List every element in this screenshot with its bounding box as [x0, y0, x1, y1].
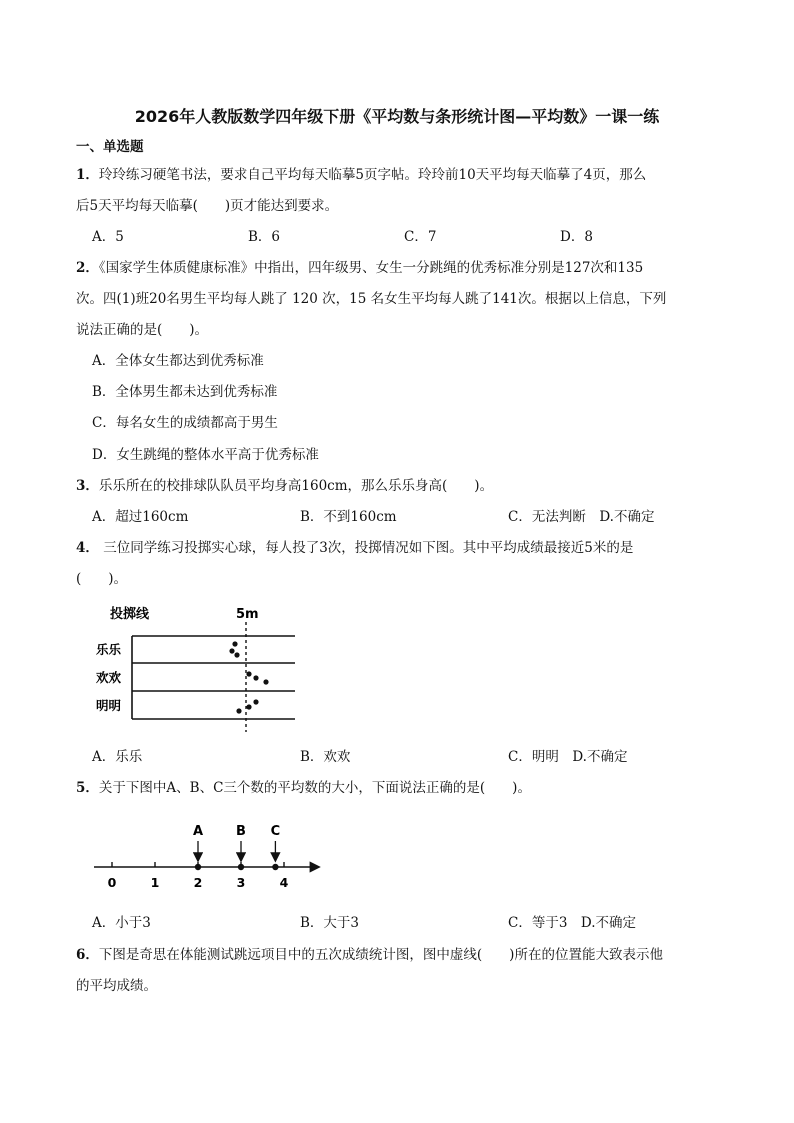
- question-5-line-1: [76, 779, 531, 797]
- throw-point: [253, 675, 258, 680]
- option-3a[interactable]: A．超过160cm: [92, 509, 189, 525]
- option-1c[interactable]: C．7: [404, 229, 437, 245]
- option-4b[interactable]: B．欢欢: [300, 749, 351, 765]
- question-2-line-3: 说法正确的是( )。: [76, 322, 209, 338]
- throw-diagram: [90, 600, 305, 735]
- option-4a[interactable]: A．乐乐: [92, 749, 143, 765]
- option-5b[interactable]: B．大于3: [300, 915, 360, 931]
- option-5c[interactable]: C．等于3 D.不确定: [508, 915, 637, 931]
- throw-line-label: 投掷线: [110, 607, 150, 622]
- point-a: [195, 864, 201, 870]
- question-4-line-2: ( )。: [76, 571, 128, 587]
- throw-point: [236, 708, 241, 713]
- number-line-tick-label: 0: [107, 875, 117, 890]
- option-5a[interactable]: A．小于3: [92, 915, 151, 931]
- option-2a[interactable]: A．全体女生都达到优秀标准: [92, 353, 264, 369]
- question-1-text-1: 玲玲练习硬笔书法，要求自己平均每天临摹5页字帖。玲玲前10天平均每天临摹了4页，那么: [98, 167, 647, 183]
- point-b: [238, 864, 244, 870]
- question-5-number: 5．: [76, 780, 99, 796]
- option-2c[interactable]: C．每名女生的成绩都高于男生: [92, 415, 278, 431]
- question-5-text-1: 关于下图中A、B、C三个数的平均数的大小，下面说法正确的是( )。: [98, 780, 531, 796]
- throw-point: [232, 641, 237, 646]
- throw-point: [234, 652, 239, 657]
- question-6-text-1: 下图是奇思在体能测试跳远项目中的五次成绩统计图，图中虚线( )所在的位置能大致表示他: [98, 947, 663, 963]
- question-1-number: 1．: [76, 167, 99, 183]
- point-c: [272, 864, 278, 870]
- question-2-line-1: [76, 259, 643, 277]
- question-6-number: 6．: [76, 947, 99, 963]
- row-label-huanhuan: 欢欢: [96, 670, 122, 685]
- question-1-line-1: [76, 166, 646, 184]
- section-heading: 一、单选题: [76, 139, 144, 155]
- option-1d[interactable]: D．8: [560, 229, 593, 245]
- question-2-text-1: 《国家学生体质健康标准》中指出，四年级男、女生一分跳绳的优秀标准分别是127次和135: [98, 260, 644, 276]
- page-title: 2026年人教版数学四年级下册《平均数与条形统计图—平均数》一课一练: [134, 107, 660, 126]
- throw-point: [253, 699, 258, 704]
- option-2b[interactable]: B．全体男生都未达到优秀标准: [92, 384, 278, 400]
- number-line-tick-label: 3: [236, 875, 246, 890]
- question-4-number: 4．: [76, 540, 99, 556]
- option-3c[interactable]: C．无法判断 D.不确定: [508, 509, 655, 525]
- question-1-line-2: 后5天平均每天临摹( )页才能达到要求。: [76, 198, 339, 214]
- row-label-mingming: 明明: [96, 698, 122, 713]
- number-line-tick-label: 2: [193, 875, 203, 890]
- option-4c[interactable]: C．明明 D.不确定: [508, 749, 628, 765]
- question-6-line-2: 的平均成绩。: [76, 978, 157, 994]
- option-1b[interactable]: B．6: [248, 229, 281, 245]
- question-2-number: 2．: [76, 260, 99, 276]
- throw-point: [246, 671, 251, 676]
- question-4-line-1: [76, 539, 633, 557]
- point-label: B: [236, 824, 246, 839]
- option-3b[interactable]: B．不到160cm: [300, 509, 397, 525]
- question-3-line-1: [76, 477, 493, 495]
- row-label-lele: 乐乐: [96, 642, 122, 657]
- five-meter-label: 5m: [236, 607, 259, 622]
- question-6-line-1: [76, 946, 663, 964]
- throw-point: [263, 679, 268, 684]
- question-3-text-1: 乐乐所在的校排球队队员平均身高160cm，那么乐乐身高( )。: [98, 478, 494, 494]
- question-2-line-2: 次。四(1)班20名男生平均每人跳了 120 次，15 名女生平均每人跳了141次。根据以上信息，下列: [76, 291, 667, 307]
- number-line-tick-label: 1: [150, 875, 160, 890]
- question-4-text-1: 三位同学练习投掷实心球，每人投了3次，投掷情况如下图。其中平均成绩最接近5米的是: [98, 540, 634, 556]
- question-3-number: 3．: [76, 478, 99, 494]
- throw-point: [246, 704, 251, 709]
- point-label: A: [192, 824, 204, 839]
- point-label: C: [270, 824, 281, 839]
- option-2d[interactable]: D．女生跳绳的整体水平高于优秀标准: [92, 447, 319, 463]
- number-line-diagram: [90, 815, 330, 895]
- throw-point: [229, 648, 234, 653]
- option-1a[interactable]: A．5: [92, 229, 124, 245]
- number-line-tick-label: 4: [279, 875, 289, 890]
